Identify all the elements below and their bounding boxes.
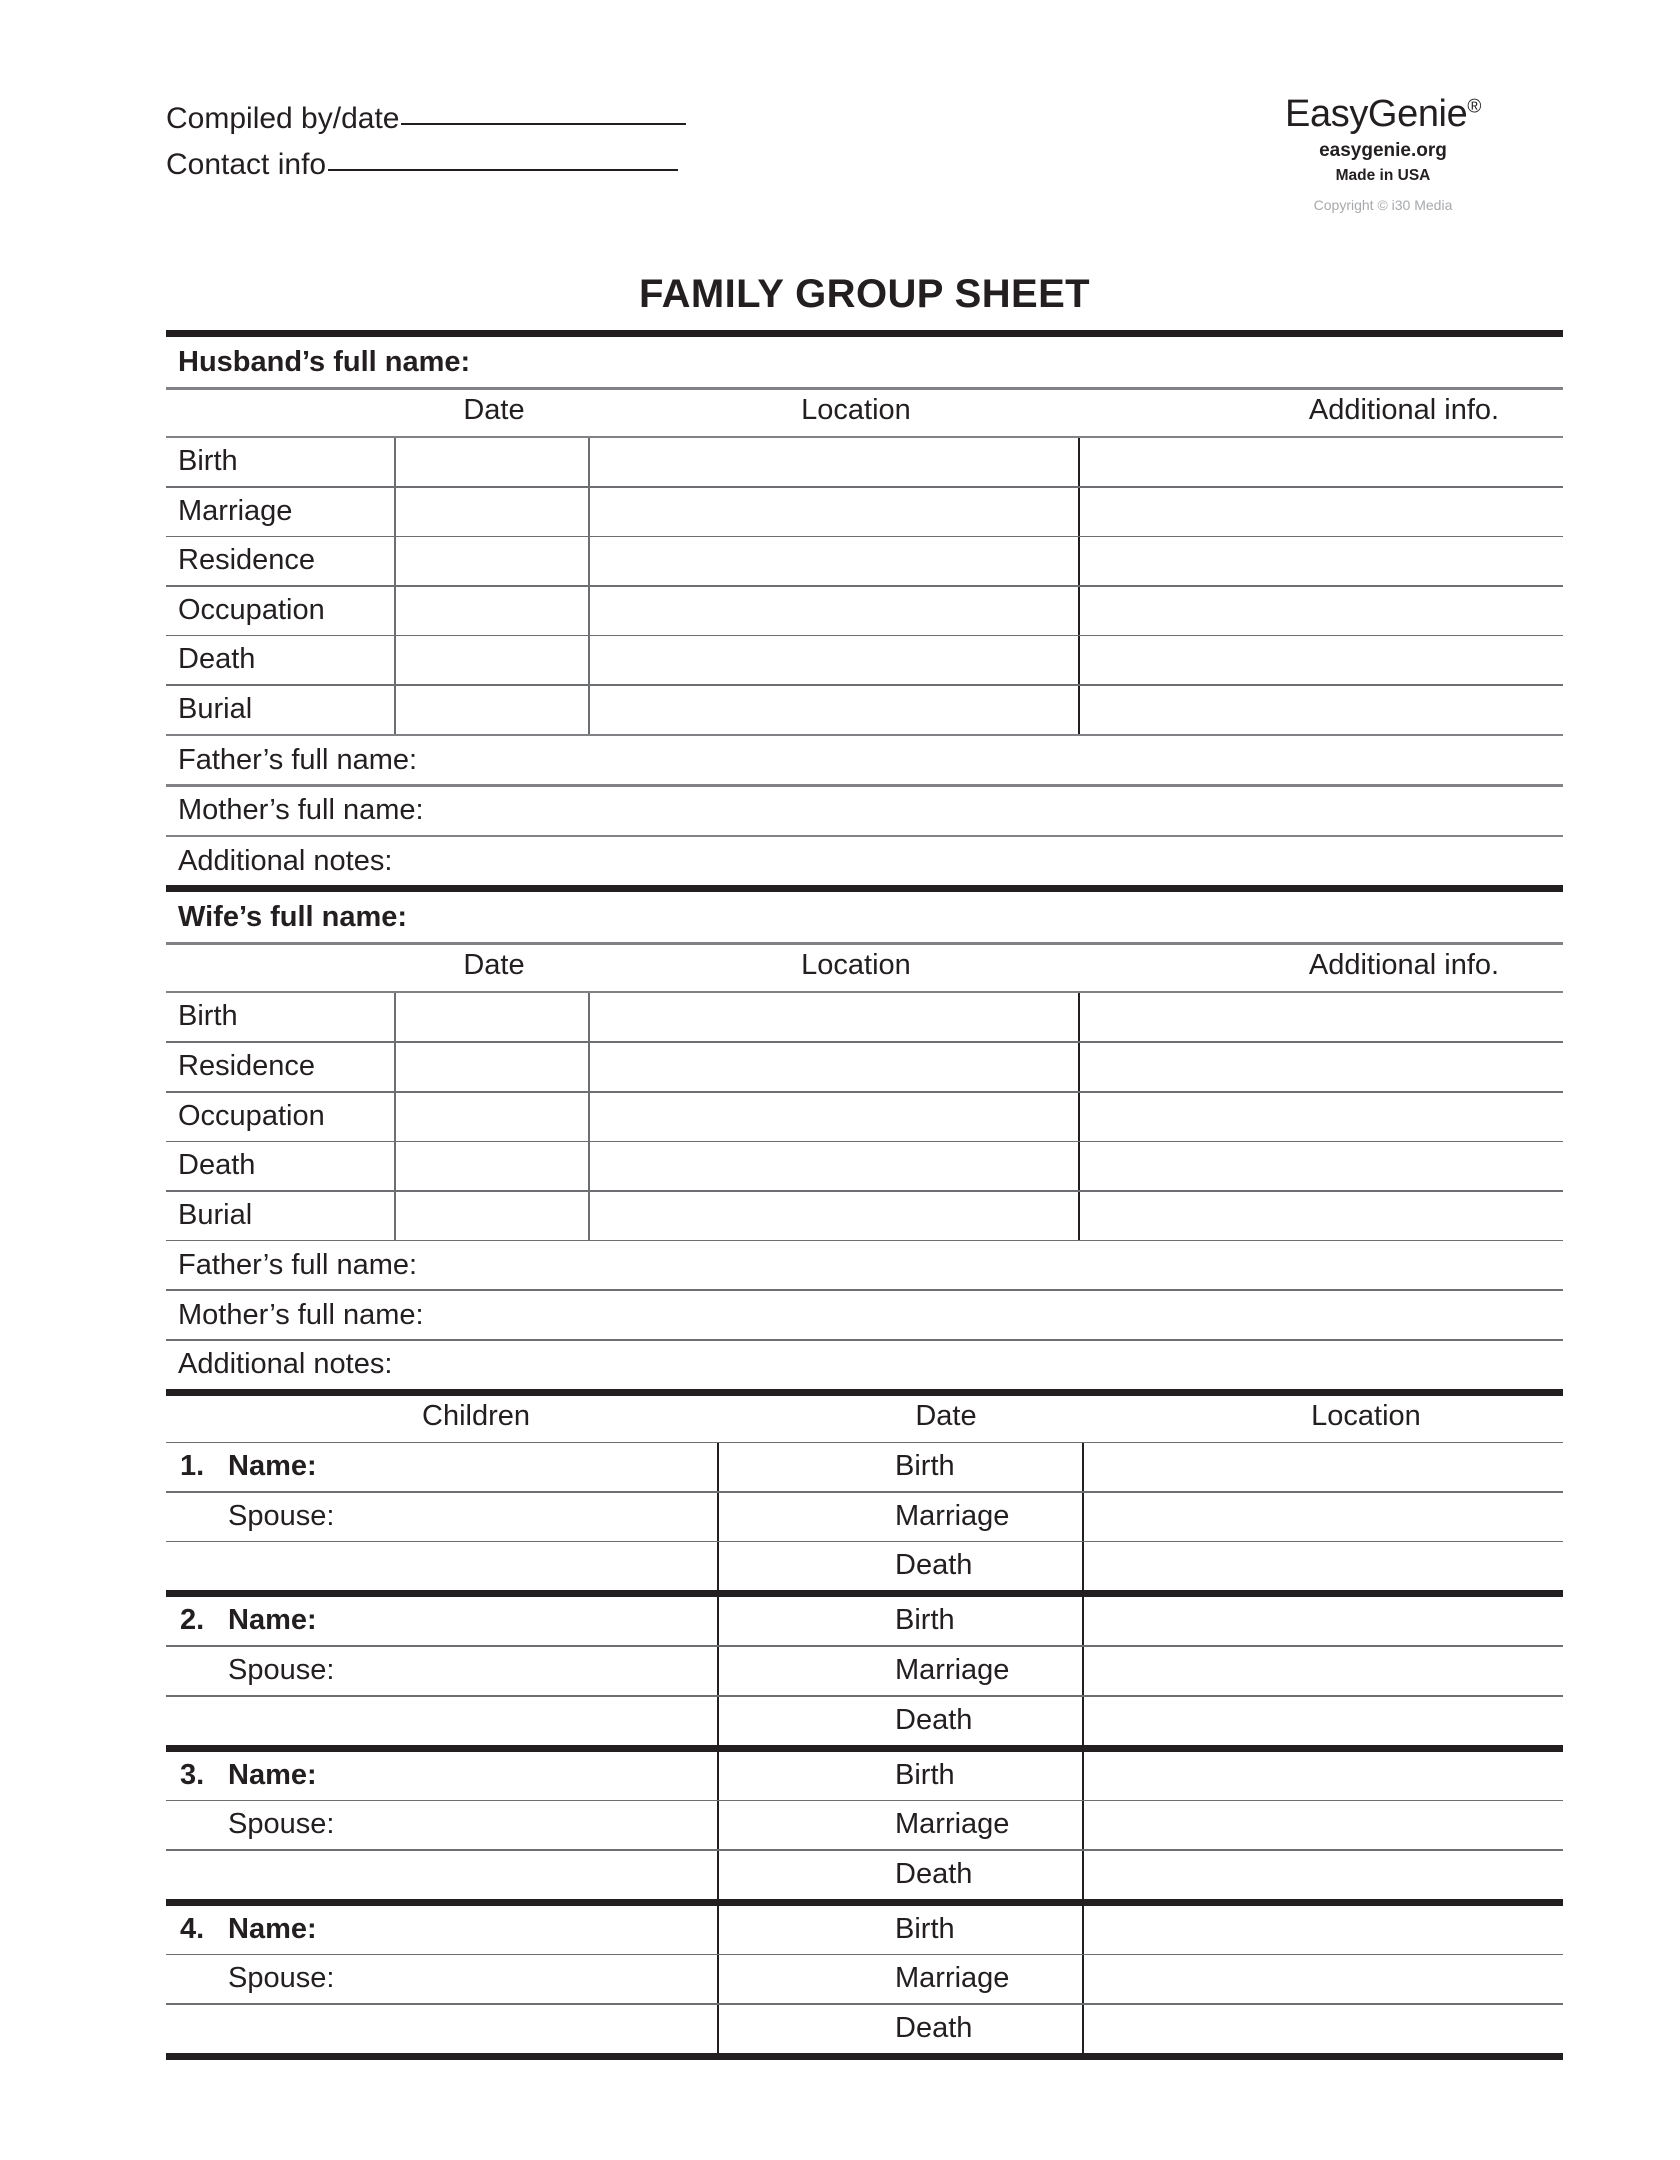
children-column-headers [166,1396,1563,1442]
wife-additional-notes-label: Additional notes: [178,1348,393,1381]
wife-row-occupation[interactable] [166,1093,1563,1141]
copyright-notice: Copyright © i30 Media [1313,197,1453,213]
wife-mother-name-row[interactable] [166,1291,1563,1339]
child-4-spouse-row[interactable] [166,1955,1563,2003]
wife-row-residence-label: Residence [178,1050,316,1083]
children-col-divider-1 [717,1697,719,1745]
husband-row-burial-label: Burial [178,692,253,725]
husband-row-marriage[interactable] [166,488,1563,536]
child-3-death-row[interactable] [166,1851,1563,1899]
husband-mother-name-label: Mother’s full name: [178,794,424,827]
child-2-marriage-label: Marriage [895,1654,1010,1686]
wife-full-name-label: Wife’s full name: [178,900,408,933]
child-1-spouse-row[interactable] [166,1493,1563,1541]
column-header-date: Date [915,1399,977,1432]
child-1-spouse-label: Spouse: [228,1499,335,1532]
compiled-by-block [166,96,926,188]
child-2-number: 2. [180,1604,205,1637]
husband-row-marriage-label: Marriage [178,494,293,527]
col-divider-3 [1078,1192,1080,1240]
wife-father-name-row[interactable] [166,1241,1563,1289]
col-divider-1 [394,636,396,684]
children-col-divider-2 [1082,1493,1084,1541]
child-3-spouse-row[interactable] [166,1801,1563,1849]
col-divider-2 [588,587,590,635]
col-divider-2 [588,537,590,585]
child-2-name-row[interactable] [166,1597,1563,1645]
child-2-name-label: Name: [228,1604,317,1637]
children-col-divider-1 [717,1542,719,1590]
children-col-divider-1 [717,1493,719,1541]
husband-row-death[interactable] [166,636,1563,684]
child-3-number: 3. [180,1758,205,1791]
col-divider-3 [1078,537,1080,585]
wife-row-death[interactable] [166,1142,1563,1190]
col-divider-2 [588,1192,590,1240]
col-divider-1 [394,1043,396,1091]
wife-row-birth[interactable] [166,993,1563,1041]
child-3-marriage-label: Marriage [895,1808,1010,1841]
contact-info-label: Contact info [166,148,327,181]
col-divider-1 [394,438,396,486]
husband-mother-name-row[interactable] [166,787,1563,835]
col-divider-1 [394,993,396,1041]
wife-row-burial-label: Burial [178,1198,253,1231]
col-divider-2 [588,1043,590,1091]
col-divider-1 [394,587,396,635]
page-title: FAMILY GROUP SHEET [638,272,1090,316]
col-divider-3 [1078,488,1080,536]
page-header [166,93,1563,266]
child-1-number: 1. [180,1450,205,1483]
column-header-additional-info: Additional info. [1308,393,1500,426]
child-1-birth-label: Birth [895,1450,955,1483]
husband-column-headers [166,390,1563,436]
col-divider-1 [394,686,396,734]
child-2-spouse-label: Spouse: [228,1654,335,1686]
compiled-by-field-row[interactable] [166,96,926,142]
wife-column-headers [166,945,1563,991]
col-divider-3 [1078,636,1080,684]
column-header-location: Location [1311,1399,1421,1432]
column-header-date: Date [463,948,525,981]
child-1-marriage-label: Marriage [895,1499,1010,1532]
col-divider-3 [1078,1043,1080,1091]
children-col-divider-2 [1082,1597,1084,1645]
husband-row-birth[interactable] [166,438,1563,486]
children-col-divider-1 [717,1597,719,1645]
child-1-name-row[interactable] [166,1443,1563,1491]
col-divider-2 [588,438,590,486]
children-col-divider-1 [717,1752,719,1800]
made-in-usa-label: Made in USA [1335,167,1431,184]
husband-row-occupation[interactable] [166,587,1563,635]
col-divider-1 [394,1192,396,1240]
column-header-additional-info: Additional info. [1308,948,1500,981]
husband-row-birth-label: Birth [178,445,238,477]
wife-row-birth-label: Birth [178,1000,238,1033]
col-divider-1 [394,1093,396,1141]
wife-row-death-label: Death [178,1149,256,1182]
child-3-name-label: Name: [228,1758,317,1791]
children-col-divider-1 [717,1801,719,1849]
child-3-birth-label: Birth [895,1758,955,1791]
husband-row-burial[interactable] [166,686,1563,734]
col-divider-3 [1078,438,1080,486]
wife-additional-notes-row[interactable] [166,1341,1563,1389]
col-divider-1 [394,537,396,585]
husband-father-name-row[interactable] [166,736,1563,784]
child-4-spouse-label: Spouse: [228,1962,335,1995]
contact-info-field-row[interactable] [166,142,926,188]
child-4-name-row[interactable] [166,1906,1563,1954]
wife-full-name-row[interactable] [166,892,1563,942]
form-table [166,330,1563,2060]
child-1-death-label: Death [895,1549,973,1582]
child-4-birth-label: Birth [895,1912,955,1945]
children-col-divider-1 [717,1906,719,1954]
col-divider-2 [588,686,590,734]
children-col-divider-2 [1082,1542,1084,1590]
children-col-divider-2 [1082,1443,1084,1491]
children-col-divider-1 [717,1647,719,1695]
brand-block [1203,92,1563,216]
children-col-divider-2 [1082,1801,1084,1849]
col-divider-1 [394,488,396,536]
registered-trademark-icon: ® [1467,96,1481,118]
child-2-death-row[interactable] [166,1697,1563,1745]
child-4-death-row[interactable] [166,2005,1563,2053]
children-col-divider-2 [1082,1697,1084,1745]
husband-row-residence-label: Residence [178,544,316,577]
children-col-divider-2 [1082,1955,1084,2003]
husband-row-residence[interactable] [166,537,1563,585]
column-header-date: Date [463,393,525,426]
col-divider-3 [1078,993,1080,1041]
children-col-divider-2 [1082,1752,1084,1800]
child-1-bottom-rule [166,1590,1563,1597]
wife-mother-name-label: Mother’s full name: [178,1298,424,1331]
child-1-death-row[interactable] [166,1542,1563,1590]
children-section-top-rule [166,1389,1563,1396]
col-divider-1 [394,1142,396,1190]
husband-full-name-row[interactable] [166,337,1563,387]
wife-row-burial[interactable] [166,1192,1563,1240]
husband-father-name-label: Father’s full name: [178,743,418,776]
form-bottom-rule [166,2053,1563,2060]
children-col-divider-2 [1082,1906,1084,1954]
contact-info-write-line[interactable] [328,168,678,171]
child-4-marriage-label: Marriage [895,1962,1010,1995]
col-divider-2 [588,488,590,536]
col-divider-3 [1078,1142,1080,1190]
husband-additional-notes-label: Additional notes: [178,844,393,877]
compiled-by-label: Compiled by/date [166,102,400,135]
husband-full-name-label: Husband’s full name: [178,345,471,378]
child-3-spouse-label: Spouse: [228,1808,335,1841]
child-4-name-label: Name: [228,1912,317,1945]
child-3-bottom-rule [166,1899,1563,1906]
column-header-location: Location [801,393,911,426]
husband-row-occupation-label: Occupation [178,593,325,626]
brand-name-text: EasyGenie [1285,93,1468,135]
child-2-birth-label: Birth [895,1604,955,1637]
child-2-spouse-row[interactable] [166,1647,1563,1695]
col-divider-2 [588,993,590,1041]
column-header-children: Children [422,1399,530,1432]
child-1-name-label: Name: [228,1450,317,1483]
wife-father-name-label: Father’s full name: [178,1248,418,1281]
col-divider-3 [1078,1093,1080,1141]
compiled-by-write-line[interactable] [401,122,686,125]
child-2-death-label: Death [895,1703,973,1736]
child-4-death-label: Death [895,2011,973,2044]
brand-website: easygenie.org [1319,140,1447,161]
children-col-divider-1 [717,1955,719,2003]
column-header-location: Location [801,948,911,981]
child-3-name-row[interactable] [166,1752,1563,1800]
child-3-death-label: Death [895,1857,973,1890]
col-divider-3 [1078,686,1080,734]
husband-row-death-label: Death [178,643,256,676]
wife-row-occupation-label: Occupation [178,1099,325,1132]
brand-logo-text [1203,92,1563,136]
children-col-divider-1 [717,1443,719,1491]
children-col-divider-1 [717,2005,719,2053]
col-divider-2 [588,1093,590,1141]
children-col-divider-2 [1082,2005,1084,2053]
col-divider-3 [1078,587,1080,635]
wife-row-residence[interactable] [166,1043,1563,1091]
child-4-number: 4. [180,1912,205,1945]
child-2-bottom-rule [166,1745,1563,1752]
children-col-divider-2 [1082,1647,1084,1695]
husband-additional-notes-row[interactable] [166,837,1563,885]
children-col-divider-2 [1082,1851,1084,1899]
wife-section-top-rule [166,885,1563,892]
col-divider-2 [588,636,590,684]
husband-section-top-rule [166,330,1563,337]
col-divider-2 [588,1142,590,1190]
children-col-divider-1 [717,1851,719,1899]
